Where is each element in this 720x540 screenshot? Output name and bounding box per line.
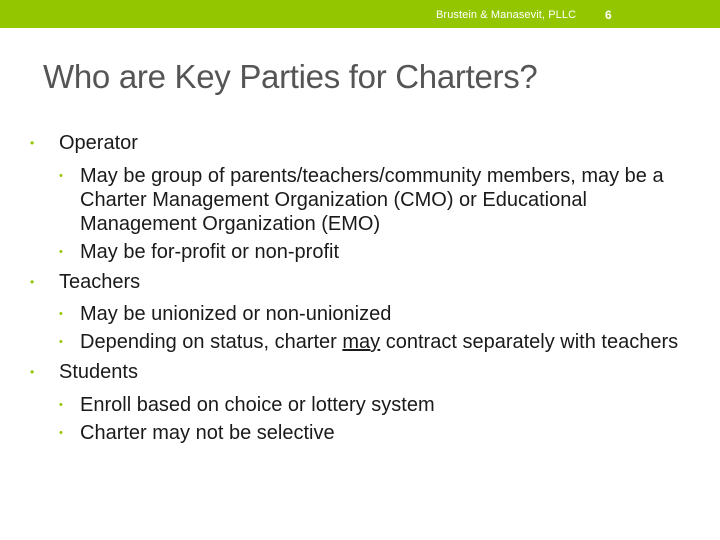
slide-title: Who are Key Parties for Charters? — [43, 58, 538, 95]
bullet-label: Students — [59, 361, 138, 383]
bullet-dot-icon: • — [59, 169, 63, 182]
sub-bullet-list — [59, 302, 696, 354]
sub-bullet-list — [59, 393, 696, 445]
slide-number: 6 — [605, 8, 612, 22]
slide-content — [26, 128, 696, 448]
bullet-dot-icon: • — [59, 398, 63, 411]
sub-bullet-text: Enroll based on choice or lottery system — [80, 393, 435, 416]
sub-bullet-text-underlined: may — [342, 331, 381, 353]
sub-bullet — [59, 302, 696, 326]
bullet-students — [26, 357, 696, 445]
sub-bullet — [59, 330, 696, 354]
bullet-teachers — [26, 267, 696, 355]
sub-bullet-text-before: Depending on status, charter — [80, 331, 343, 353]
bullet-dot-icon: • — [59, 336, 63, 348]
bullet-dot-icon: • — [59, 308, 63, 320]
bullet-list — [26, 128, 696, 445]
footer-text: Brustein & Manasevit, PLLC — [436, 9, 577, 21]
sub-bullet — [59, 164, 696, 236]
sub-bullet-text-after: contract separately with teachers — [380, 331, 679, 353]
bullet-dot-icon: • — [30, 274, 35, 289]
sub-bullet — [59, 240, 696, 264]
bullet-operator — [26, 128, 696, 264]
bullet-label: Teachers — [59, 270, 141, 293]
sub-bullet-list — [59, 164, 696, 264]
bullet-label: Operator — [59, 132, 138, 154]
bullet-dot-icon: • — [59, 426, 63, 439]
sub-bullet-text: May be for-profit or non-profit — [80, 240, 339, 263]
sub-bullet-text: May be unionized or non-unionized — [80, 303, 392, 325]
sub-bullet — [59, 421, 696, 445]
header-bar — [0, 0, 720, 28]
bullet-dot-icon: • — [30, 136, 35, 150]
sub-bullet-text: May be group of parents/teachers/community members, may be a Charter Management Organization (CMO) or Educational Management Organization (EMO) — [80, 164, 664, 235]
sub-bullet — [59, 393, 696, 417]
bullet-dot-icon: • — [30, 365, 35, 379]
sub-bullet-text: Charter may not be selective — [80, 421, 335, 444]
bullet-dot-icon: • — [59, 245, 63, 258]
